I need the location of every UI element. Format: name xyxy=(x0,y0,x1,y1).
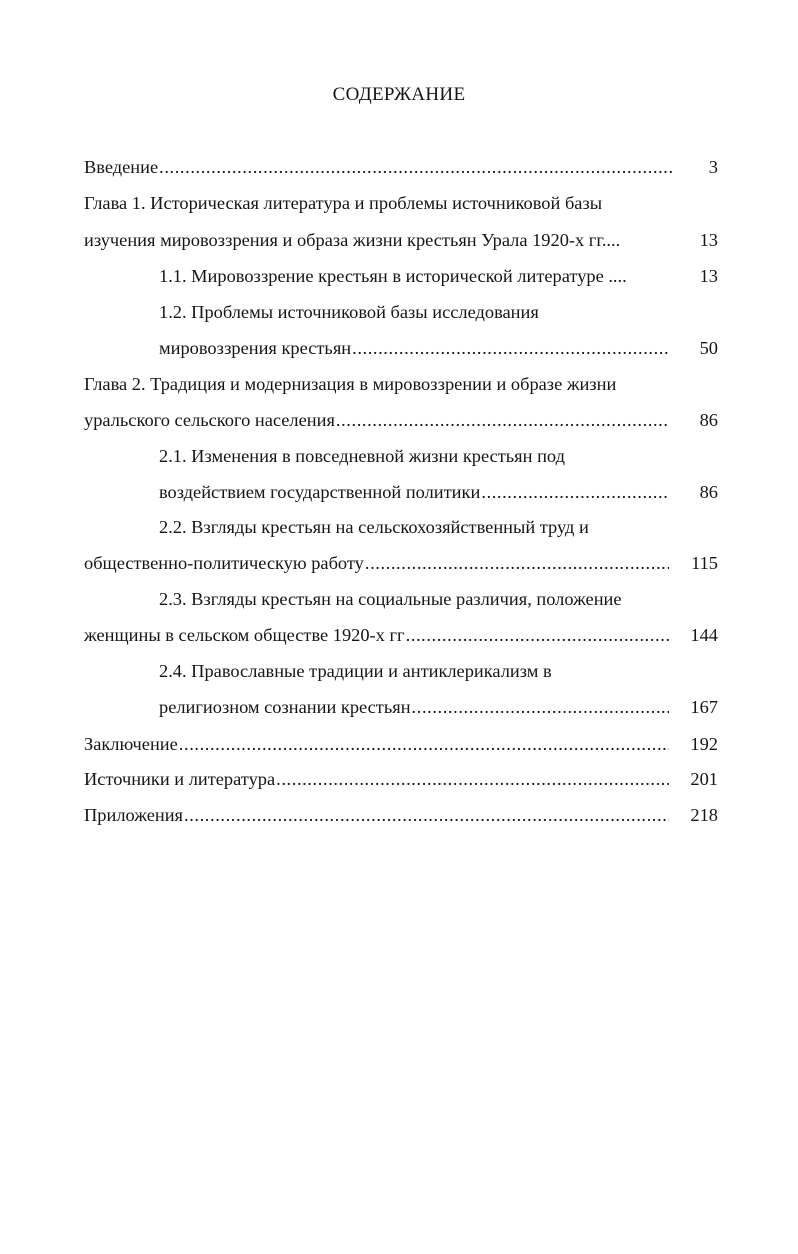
dot-leader xyxy=(364,552,669,574)
toc-entry-text: Заключение xyxy=(84,734,178,754)
toc-entry-text: Введение xyxy=(84,157,159,177)
toc-entry-line: 1.2. Проблемы источниковой базы исследования xyxy=(159,302,539,322)
dot-leader xyxy=(335,409,669,431)
toc-entry-text: общественно-политическую работу xyxy=(84,553,364,573)
toc-page-number: 50 xyxy=(699,338,718,358)
dot-leader xyxy=(183,804,669,826)
toc-page-number: 201 xyxy=(690,769,718,789)
toc-entry-text: уральского сельского населения xyxy=(84,410,335,430)
toc-page-number: 86 xyxy=(699,482,718,502)
toc-page-number: 3 xyxy=(708,157,718,177)
toc-entry-line: Глава 2. Традиция и модернизация в мировоззрении и образе жизни xyxy=(84,374,617,394)
toc-entry-line xyxy=(84,552,669,574)
toc-entry-text: мировоззрения крестьян xyxy=(159,338,352,358)
toc-entry-line xyxy=(84,733,669,755)
dot-leader xyxy=(158,156,675,178)
toc-entry-line xyxy=(84,768,669,790)
toc-page-number: 218 xyxy=(690,805,718,825)
toc-entry-line xyxy=(84,409,669,431)
toc-entry-text: религиозном сознании крестьян xyxy=(159,697,411,717)
toc-entry-line: 2.1. Изменения в повседневной жизни крестьян под xyxy=(159,446,565,466)
toc-entry-text: Приложения xyxy=(84,805,184,825)
toc-page-number: 144 xyxy=(690,625,718,645)
toc-entry-line: Глава 1. Историческая литература и проблемы источниковой базы xyxy=(84,193,603,213)
toc-entry-line: изучения мировоззрения и образа жизни крестьян Урала 1920-х гг.... xyxy=(84,230,621,250)
toc-entry-line xyxy=(84,156,675,178)
dot-leader xyxy=(351,337,669,359)
toc-entry-line: 2.2. Взгляды крестьян на сельскохозяйственный труд и xyxy=(159,517,589,537)
toc-page-number: 86 xyxy=(699,410,718,430)
toc-page-number: 167 xyxy=(690,697,718,717)
dot-leader xyxy=(411,696,669,718)
toc-page-number: 13 xyxy=(699,230,718,250)
toc-entry-line xyxy=(159,337,669,359)
toc-entry-line xyxy=(84,624,669,646)
page-title: СОДЕРЖАНИЕ xyxy=(332,84,466,105)
dot-leader xyxy=(275,768,669,790)
dot-leader xyxy=(480,481,669,503)
toc-page-number: 13 xyxy=(699,266,718,286)
toc-entry-line xyxy=(84,804,669,826)
toc-entry-text: Источники и литература xyxy=(84,769,276,789)
toc-entry-line: 1.1. Мировоззрение крестьян в исторической литературе .... xyxy=(159,266,627,286)
dot-leader xyxy=(405,624,669,646)
toc-page-number: 192 xyxy=(690,734,718,754)
toc-entry-line xyxy=(159,481,669,503)
toc-entry-line xyxy=(159,696,669,718)
toc-entry-text: женщины в сельском обществе 1920-х гг xyxy=(84,625,405,645)
toc-entry-line: 2.3. Взгляды крестьян на социальные различия, положение xyxy=(159,589,622,609)
toc-page-number: 115 xyxy=(691,553,718,573)
toc-entry-line: 2.4. Православные традиции и антиклерикализм в xyxy=(159,661,552,681)
dot-leader xyxy=(178,733,669,755)
toc-entry-text: воздействием государственной политики xyxy=(159,482,481,502)
